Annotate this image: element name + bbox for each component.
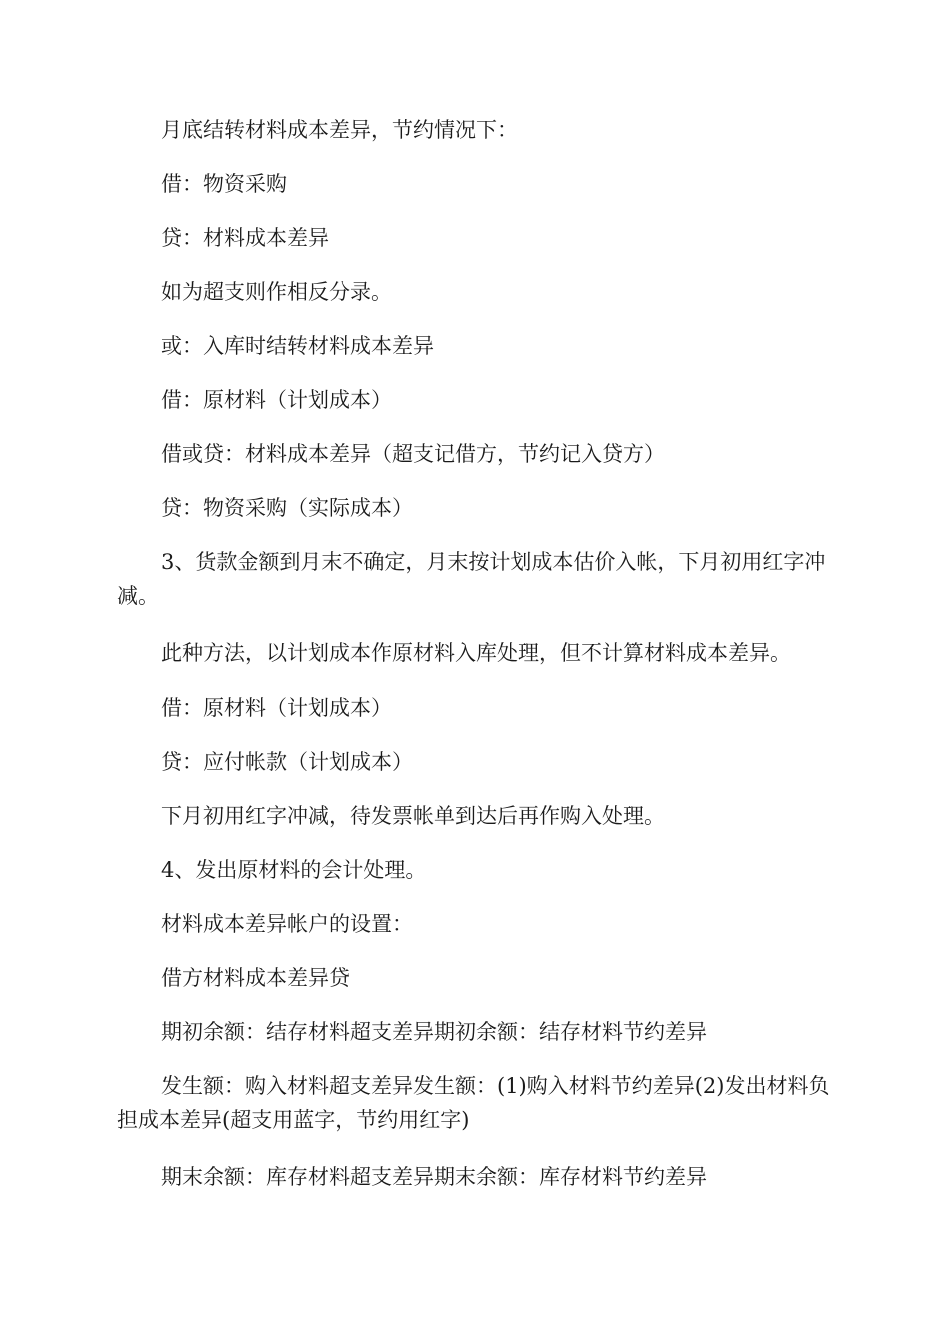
paragraph-17: 期初余额：结存材料超支差异期初余额：结存材料节约差异 bbox=[161, 1020, 707, 1044]
paragraph-11: 借：原材料（计划成本） bbox=[161, 696, 392, 720]
paragraph-6: 借：原材料（计划成本） bbox=[161, 388, 392, 412]
paragraph-4: 如为超支则作相反分录。 bbox=[161, 280, 392, 304]
paragraph-2: 借：物资采购 bbox=[161, 172, 287, 196]
paragraph-9: 3、货款金额到月末不确定，月末按计划成本估价入帐，下月初用红字冲减。 bbox=[117, 550, 826, 608]
paragraph-8: 贷：物资采购（实际成本） bbox=[161, 496, 413, 520]
paragraph-18: 发生额：购入材料超支差异发生额：(1)购入材料节约差异(2)发出材料负担成本差异(超支用蓝字，节约用红字) bbox=[117, 1074, 830, 1132]
paragraph-10: 此种方法，以计划成本作原材料入库处理，但不计算材料成本差异。 bbox=[161, 641, 791, 665]
paragraph-19: 期末余额：库存材料超支差异期末余额：库存材料节约差异 bbox=[161, 1165, 707, 1189]
paragraph-16: 借方材料成本差异贷 bbox=[161, 966, 350, 990]
paragraph-13: 下月初用红字冲减，待发票帐单到达后再作购入处理。 bbox=[161, 804, 665, 828]
paragraph-15: 材料成本差异帐户的设置： bbox=[161, 912, 413, 936]
paragraph-3: 贷：材料成本差异 bbox=[161, 226, 329, 250]
paragraph-5: 或：入库时结转材料成本差异 bbox=[161, 334, 434, 358]
paragraph-14: 4、发出原材料的会计处理。 bbox=[161, 858, 427, 882]
paragraph-1: 月底结转材料成本差异，节约情况下： bbox=[161, 118, 518, 142]
paragraph-7: 借或贷：材料成本差异（超支记借方，节约记入贷方） bbox=[161, 442, 665, 466]
paragraph-12: 贷：应付帐款（计划成本） bbox=[161, 750, 413, 774]
